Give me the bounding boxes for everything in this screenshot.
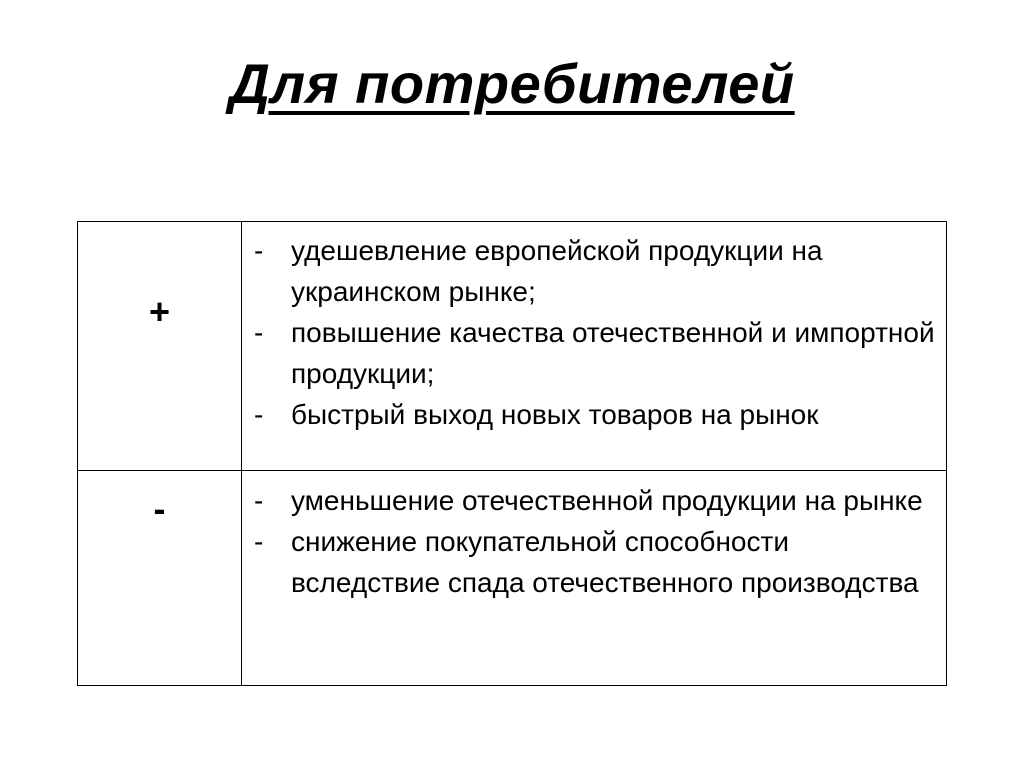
- list-item: [242, 394, 946, 435]
- pros-list: [242, 222, 946, 435]
- cons-list: [242, 471, 946, 603]
- sign-cell-pros: [78, 222, 242, 471]
- bullet-dash: -: [254, 485, 264, 516]
- list-item-text: снижение покупательной способности вследствие спада отечественного производства: [291, 526, 919, 598]
- bullet-dash: -: [254, 526, 264, 557]
- list-item-text: повышение качества отечественной и импортной продукции;: [291, 317, 935, 389]
- list-item: [242, 230, 946, 312]
- bullet-dash: -: [254, 317, 264, 348]
- minus-sign: -: [153, 488, 166, 529]
- items-cell-pros: [242, 222, 947, 471]
- page-title: Для потребителей: [229, 52, 795, 115]
- pros-cons-table: [77, 221, 947, 686]
- bullet-dash: -: [254, 235, 264, 266]
- list-item-text: удешевление европейской продукции на украинском рынке;: [291, 235, 823, 307]
- list-item-text: быстрый выход новых товаров на рынок: [291, 399, 819, 430]
- list-item: [242, 521, 946, 603]
- list-item: [242, 480, 946, 521]
- list-item-text: уменьшение отечественной продукции на рынке: [291, 485, 923, 516]
- list-item: [242, 312, 946, 394]
- bullet-dash: -: [254, 399, 264, 430]
- sign-cell-cons: [78, 471, 242, 686]
- table-row-pros: [78, 222, 947, 471]
- items-cell-cons: [242, 471, 947, 686]
- plus-sign: +: [148, 291, 171, 332]
- table-row-cons: [78, 471, 947, 686]
